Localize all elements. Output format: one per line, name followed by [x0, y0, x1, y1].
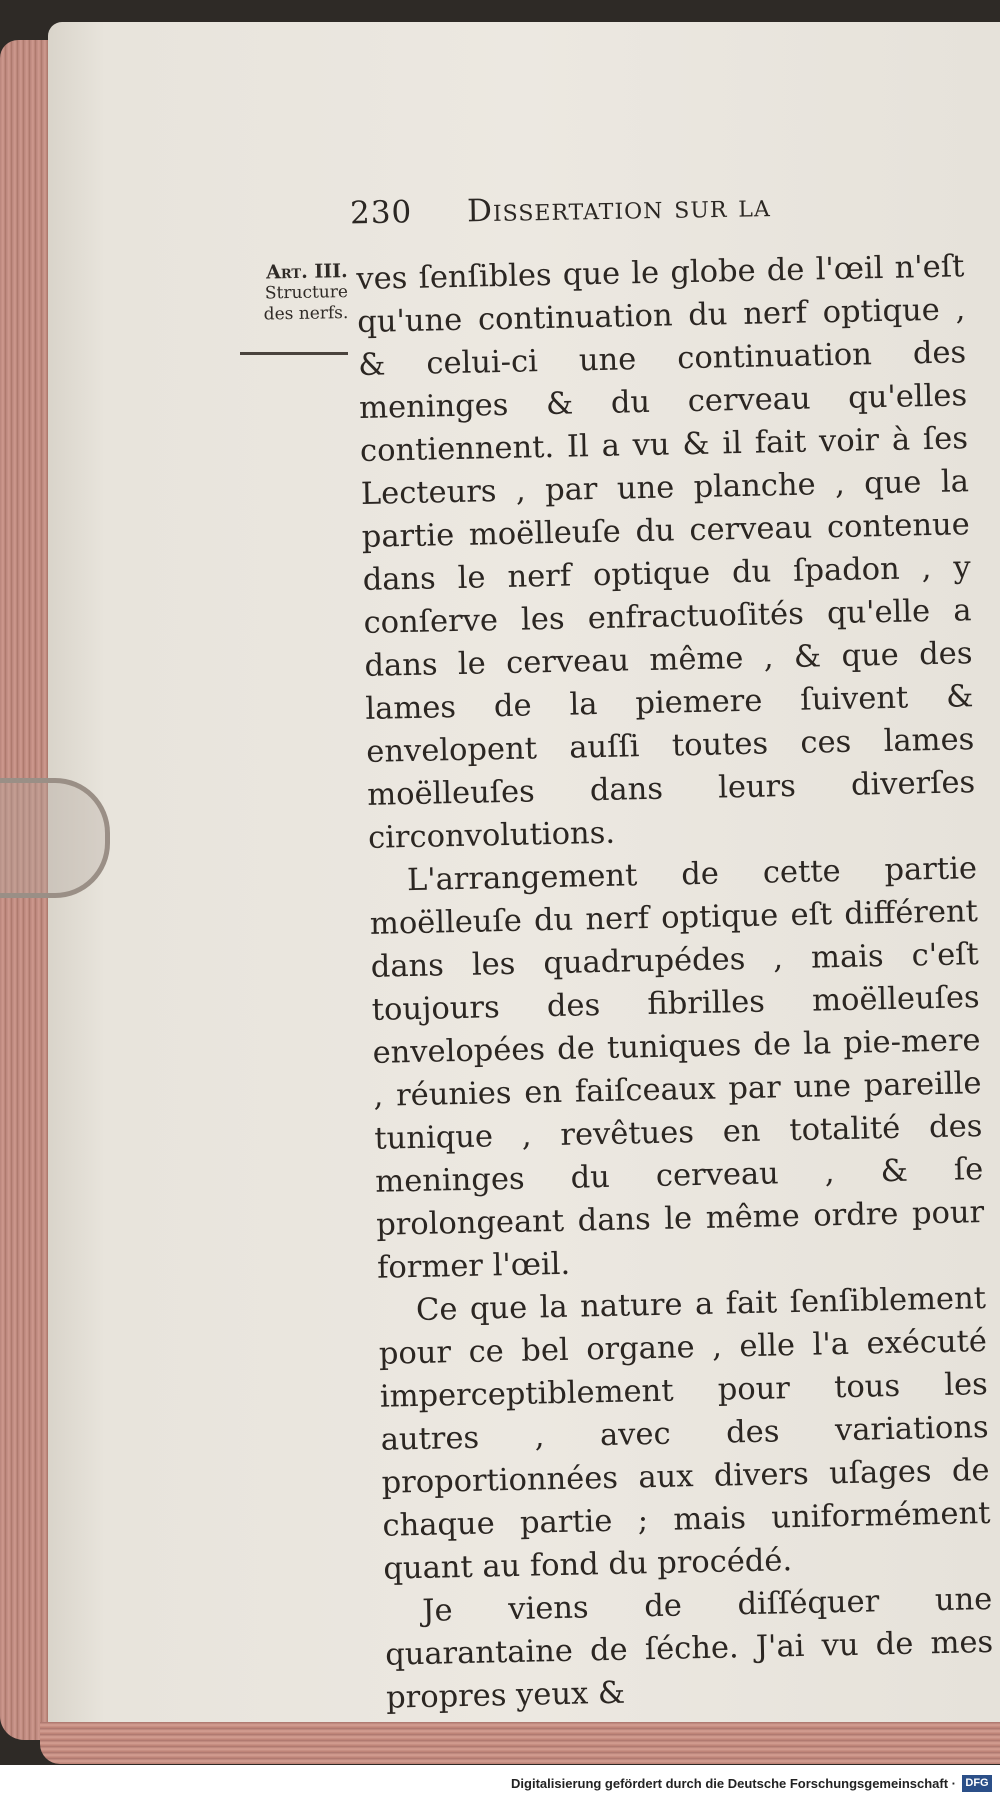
- margin-article: Art. III.: [265, 260, 348, 284]
- footer-credit: Digitalisierung gefördert durch die Deutsche Forschungsgemeinschaft ·: [511, 1776, 956, 1791]
- book-bottom-edge: [40, 1722, 1000, 1764]
- page-clip: [0, 778, 110, 898]
- margin-topic-line-1: Structure: [264, 282, 349, 304]
- paragraph-2: L'arrangement de cette partie moëlleuſe du nerf optique eſt différent dans les quadrupédes , mais c'eſt toujours des fibrilles moëlleuſes envelopées de tuniques de la pie-mere , réunies en faiſceaux par une pareille tunique , revêtues en totalité des meninges du cerveau , & ſe prolongeant dans le même ordre pour former l'œil.: [369, 851, 985, 1286]
- body-text: [356, 245, 994, 1719]
- margin-topic-line-2: des nerfs.: [263, 303, 349, 325]
- dfg-logo: DFG: [962, 1775, 992, 1792]
- footer-bar: [0, 1765, 1000, 1799]
- paragraph-1: ves ſenſibles que le globe de l'œil n'eſt qu'une continuation du nerf optique , & celui-ci une continuation des meninges & du cerveau qu'elles contiennent. Il a vu & il fait voir à ſes Lecteurs , par une planche , que la partie moëlleuſe du cerveau contenue dans le nerf optique du ſpadon , y conſerve les enfractuoſités qu'elle a dans le cerveau même , & que des lames de la piemere ſuivent & envelopent auſſi toutes ces lames moëlleuſes dans leurs diverſes circonvolutions.: [356, 249, 976, 856]
- running-title: Dissertation sur la: [466, 188, 772, 230]
- page-number: 230: [349, 194, 413, 232]
- margin-rule: [240, 352, 348, 355]
- paragraph-4: Je viens de diſſéquer une quarantaine de ſéche. J'ai vu de mes propres yeux &: [384, 1581, 994, 1716]
- paragraph-3: Ce que la nature a fait ſenſiblement pour ce bel organe , elle l'a exécuté imperceptiblement pour tous les autres , avec des variations proportionnées aux divers uſages de chaque partie ; mais uniformément quant au fond du procédé.: [378, 1281, 991, 1587]
- margin-note: [237, 261, 348, 326]
